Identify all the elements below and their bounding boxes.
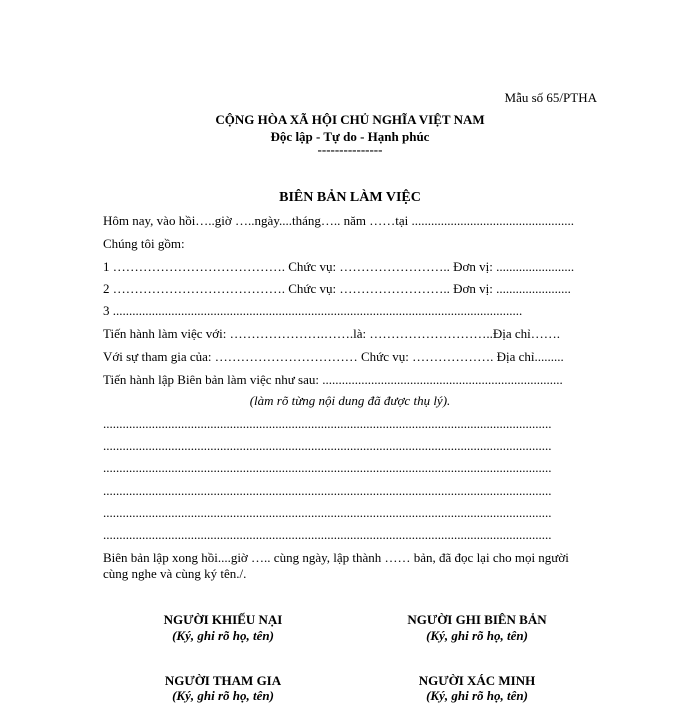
member-3-line: 3 .............................................................................................................................. — [103, 303, 523, 318]
closing-line-2: cùng nghe và cùng ký tên./. — [103, 566, 247, 581]
signature-role-complainant: NGƯỜI KHIẾU NẠI — [163, 612, 283, 627]
dotted-line: .......................................................................................................................................... — [103, 460, 552, 475]
member-1-line: 1 …………………………………. Chức vụ: …………………….. Đơn vị: ........................ — [103, 259, 575, 274]
signature-hint-participant: (Ký, ghi rõ họ, tên) — [172, 688, 274, 703]
member-2-line: 2 …………………………………. Chức vụ: …………………….. Đơn vị: ....................... — [103, 281, 571, 296]
we-include-label: Chúng tôi gồm: — [103, 236, 185, 251]
participation-line: Với sự tham gia của: …………………………… Chức vụ: ………………. Địa chỉ......... — [103, 349, 564, 364]
dotted-line: .......................................................................................................................................... — [103, 438, 552, 453]
country-name: CỘNG HÒA XÃ HỘI CHỦ NGHĨA VIỆT NAM — [215, 112, 485, 127]
form-code: Mẫu số 65/PTHA — [504, 90, 597, 105]
national-motto: Độc lập - Tự do - Hạnh phúc — [270, 129, 430, 144]
signature-role-participant: NGƯỜI THAM GIA — [164, 673, 282, 688]
closing-line-1: Biên bản lập xong hồi....giờ ….. cùng ngày, lập thành …… bản, đã đọc lại cho mọi người — [103, 550, 569, 565]
dotted-line: .......................................................................................................................................... — [103, 416, 552, 431]
proceed-line: Tiến hành lập Biên bản làm việc như sau: .......................................................................... — [103, 372, 563, 387]
dotted-line: .......................................................................................................................................... — [103, 527, 552, 542]
dotted-line: .......................................................................................................................................... — [103, 483, 552, 498]
working-with-line: Tiến hành làm việc với: ………………….…….là: ………………………..Địa chỉ……. — [103, 326, 561, 341]
signature-hint-verifier: (Ký, ghi rõ họ, tên) — [426, 688, 528, 703]
signature-role-verifier: NGƯỜI XÁC MINH — [418, 673, 536, 688]
header-divider: --------------- — [317, 142, 383, 157]
signature-hint-complainant: (Ký, ghi rõ họ, tên) — [172, 628, 274, 643]
document-title: BIÊN BẢN LÀM VIỆC — [279, 190, 421, 205]
signature-role-recorder: NGƯỜI GHI BIÊN BẢN — [407, 612, 547, 627]
dotted-line: .......................................................................................................................................... — [103, 505, 552, 520]
signature-hint-recorder: (Ký, ghi rõ họ, tên) — [426, 628, 528, 643]
date-location-line: Hôm nay, vào hồi…..giờ …..ngày....tháng….. năm ……tại .................................................. — [103, 213, 574, 228]
content-note: (làm rõ từng nội dung đã được thụ lý). — [249, 393, 451, 408]
